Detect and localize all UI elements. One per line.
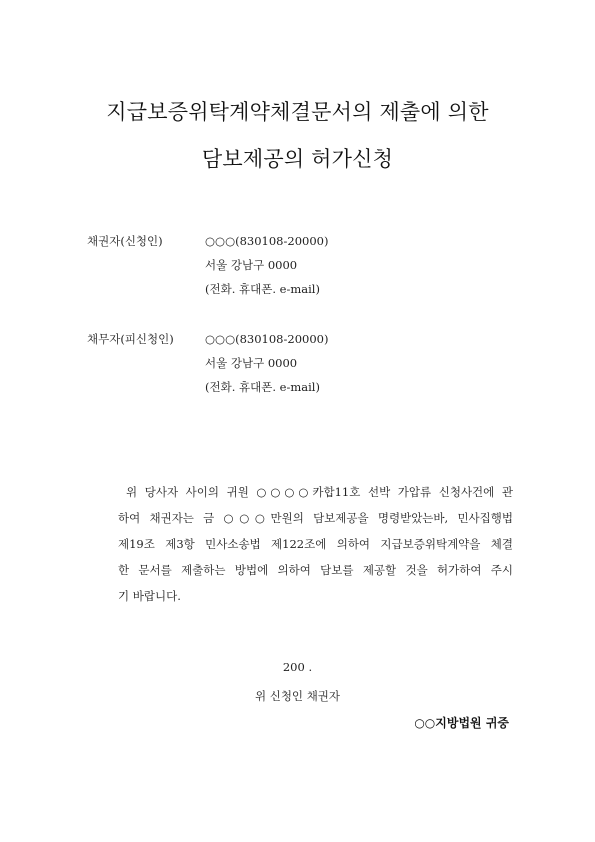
creditor-name-id: ○○○(830108-20000) bbox=[205, 234, 329, 248]
date-line: 200 . bbox=[282, 660, 313, 674]
debtor-contact: (전화. 휴대폰. e-mail) bbox=[205, 380, 320, 394]
creditor-details bbox=[205, 229, 328, 301]
body-line: 제19조 제3항 민사소송법 제122조에 의하여 지급보증위탁계약을 체결 bbox=[118, 537, 513, 551]
court-addressee: ○○지방법원 귀중 bbox=[414, 716, 509, 730]
document-title-line1: 지급보증위탁계약체결문서의 제출에 의한 bbox=[106, 100, 489, 124]
debtor-address: 서울 강남구 0000 bbox=[205, 356, 298, 370]
debtor-label: 채무자(피신청인) bbox=[87, 332, 174, 346]
body-line: 한 문서를 제출하는 방법에 의하여 담보를 제공할 것을 허가하여 주시 bbox=[118, 563, 513, 577]
body-line: 위 당사자 사이의 귀원 ○○○○카합11호 선박 가압류 신청사건에 관 bbox=[126, 485, 513, 499]
debtor-name-id: ○○○(830108-20000) bbox=[205, 332, 329, 346]
application-body bbox=[118, 479, 513, 609]
body-line: 하여 채권자는 금 ○○○만원의 담보제공을 명령받았는바, 민사집행법 bbox=[118, 511, 513, 525]
creditor-contact: (전화. 휴대폰. e-mail) bbox=[205, 282, 320, 296]
creditor-label: 채권자(신청인) bbox=[87, 234, 163, 248]
applicant-line: 위 신청인 채권자 bbox=[254, 689, 341, 703]
document-title-line2: 담보제공의 허가신청 bbox=[201, 147, 394, 171]
creditor-address: 서울 강남구 0000 bbox=[205, 258, 298, 272]
body-line: 기 바랍니다. bbox=[118, 589, 181, 603]
debtor-details bbox=[205, 327, 328, 399]
